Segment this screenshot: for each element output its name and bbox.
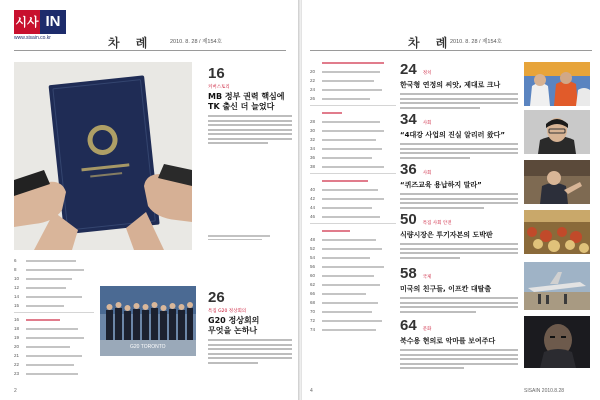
g20-story-page: 26 (208, 289, 225, 306)
list-item[interactable]: 14 (14, 292, 94, 301)
site-url: www.sisain.co.kr (14, 35, 51, 41)
cover-story[interactable] (208, 66, 294, 147)
story-36-page: 36 (400, 161, 417, 178)
list-item[interactable] (310, 176, 396, 185)
list-divider (310, 105, 396, 106)
story-64[interactable] (400, 318, 520, 372)
list-divider (310, 173, 396, 174)
folder-hands-image (14, 62, 192, 250)
story-34-photo (524, 110, 590, 154)
list-item[interactable]: 20 (310, 67, 396, 76)
list-item[interactable]: 66 (310, 289, 396, 298)
toc-title: 차 례 (108, 36, 154, 50)
list-item[interactable]: 62 (310, 280, 396, 289)
list-item[interactable]: 72 (310, 316, 396, 325)
story-34[interactable] (400, 112, 520, 161)
list-item[interactable]: 18 (14, 324, 94, 333)
story-50-page: 50 (400, 211, 417, 228)
g20-story[interactable] (208, 290, 294, 366)
list-item[interactable] (310, 108, 396, 117)
issue-date: 2010. 8. 28 / 제154호 (450, 39, 502, 45)
story-50-photo (524, 210, 590, 254)
g20-story-body (208, 339, 294, 364)
left-toc-list (14, 256, 94, 378)
list-item[interactable]: 19 (14, 333, 94, 342)
story-36-headline: “퀴즈교육 용납하지 말라” (400, 181, 482, 189)
list-item[interactable]: 32 (310, 135, 396, 144)
g20-photo (100, 286, 196, 356)
left-page (0, 0, 298, 400)
list-divider (310, 223, 396, 224)
story-64-headline: 북수용 현의로 악마를 보여주다 (400, 337, 496, 345)
top-rule (14, 50, 286, 51)
story-50-headline: 식량시장은 투기자본의 도박판 (400, 231, 493, 239)
list-item[interactable]: 42 (310, 194, 396, 203)
g20-photo-overlay: G20 TORONTO (130, 344, 166, 350)
left-folio: 2 (14, 388, 17, 394)
story-50-section: 특집 사회 안전 (422, 221, 452, 226)
list-item[interactable]: 52 (310, 244, 396, 253)
cover-story-headline-2: TK 출신 더 늘었다 (208, 102, 275, 111)
list-item[interactable]: 74 (310, 325, 396, 334)
list-item[interactable]: 36 (310, 153, 396, 162)
cover-story-page: 16 (208, 65, 225, 82)
list-item[interactable]: 26 (310, 94, 396, 103)
list-item[interactable]: 20 (14, 342, 94, 351)
g20-story-headline-2: 무엇을 논하나 (208, 326, 258, 335)
cover-story-section: 커버스토리 (208, 85, 230, 90)
list-item[interactable]: 40 (310, 185, 396, 194)
list-item[interactable]: 21 (14, 351, 94, 360)
list-item[interactable]: 34 (310, 144, 396, 153)
list-item[interactable]: 56 (310, 262, 396, 271)
list-item[interactable]: 6 (14, 256, 94, 265)
story-58-section: 국제 (422, 275, 432, 280)
story-34-section: 사회 (422, 121, 432, 126)
story-24[interactable] (400, 62, 520, 111)
story-58[interactable] (400, 266, 520, 315)
list-item[interactable]: 12 (14, 283, 94, 292)
right-folio: 4 (310, 388, 313, 394)
list-item[interactable]: 68 (310, 298, 396, 307)
list-item[interactable]: 15 (14, 301, 94, 310)
story-36-photo (524, 160, 590, 204)
top-rule (310, 50, 592, 51)
story-58-photo (524, 262, 590, 310)
cover-story-headline-1: MB 정부 권력 핵심에 (208, 92, 285, 101)
story-36-section: 사회 (422, 171, 432, 176)
list-item[interactable]: 16 (14, 315, 94, 324)
footer-note: SISAIN 2010.8.28 (524, 388, 565, 394)
cover-photo-caption (208, 235, 278, 242)
sisain-logo[interactable] (14, 10, 66, 34)
list-item[interactable]: 48 (310, 235, 396, 244)
logo-part2: IN (40, 10, 66, 34)
cover-story-body (208, 115, 294, 144)
g20-story-section: 특집 G20 정상회의 (208, 309, 247, 314)
story-64-section: 문화 (422, 327, 432, 332)
list-item[interactable]: 22 (310, 76, 396, 85)
list-item[interactable]: 23 (14, 369, 94, 378)
list-item[interactable]: 10 (14, 274, 94, 283)
list-item[interactable]: 8 (14, 265, 94, 274)
story-24-photo (524, 62, 590, 106)
story-50[interactable] (400, 212, 520, 261)
right-toc-list (310, 58, 396, 334)
list-item[interactable]: 54 (310, 253, 396, 262)
list-item[interactable] (310, 226, 396, 235)
list-item[interactable] (310, 58, 396, 67)
story-36[interactable] (400, 162, 520, 211)
list-item[interactable]: 30 (310, 126, 396, 135)
list-item[interactable]: 60 (310, 271, 396, 280)
story-24-section: 정치 (422, 71, 432, 76)
story-34-headline: “4대강 사업의 진실 알리러 왔다” (400, 131, 505, 139)
right-page (302, 0, 600, 400)
list-item[interactable]: 38 (310, 162, 396, 171)
story-64-page: 64 (400, 317, 417, 334)
issue-date: 2010. 8. 28 / 제154호 (170, 39, 222, 45)
list-item[interactable]: 70 (310, 307, 396, 316)
story-64-photo (524, 316, 590, 368)
story-58-page: 58 (400, 265, 417, 282)
list-item[interactable]: 22 (14, 360, 94, 369)
story-24-headline: 한국형 연정의 씨앗, 제대로 크나 (400, 81, 501, 89)
list-item[interactable]: 46 (310, 212, 396, 221)
cover-photo (14, 62, 192, 250)
logo-part1: 시사 (14, 10, 40, 34)
story-58-headline: 미국의 친구들, 이프칸 대탈출 (400, 285, 492, 293)
list-divider (14, 312, 94, 313)
g20-story-headline-1: G20 정상회의 (208, 316, 260, 325)
list-item[interactable]: 24 (310, 85, 396, 94)
list-item[interactable]: 28 (310, 117, 396, 126)
toc-title: 차 례 (408, 36, 454, 50)
story-34-page: 34 (400, 111, 417, 128)
story-24-page: 24 (400, 61, 417, 78)
list-item[interactable]: 44 (310, 203, 396, 212)
